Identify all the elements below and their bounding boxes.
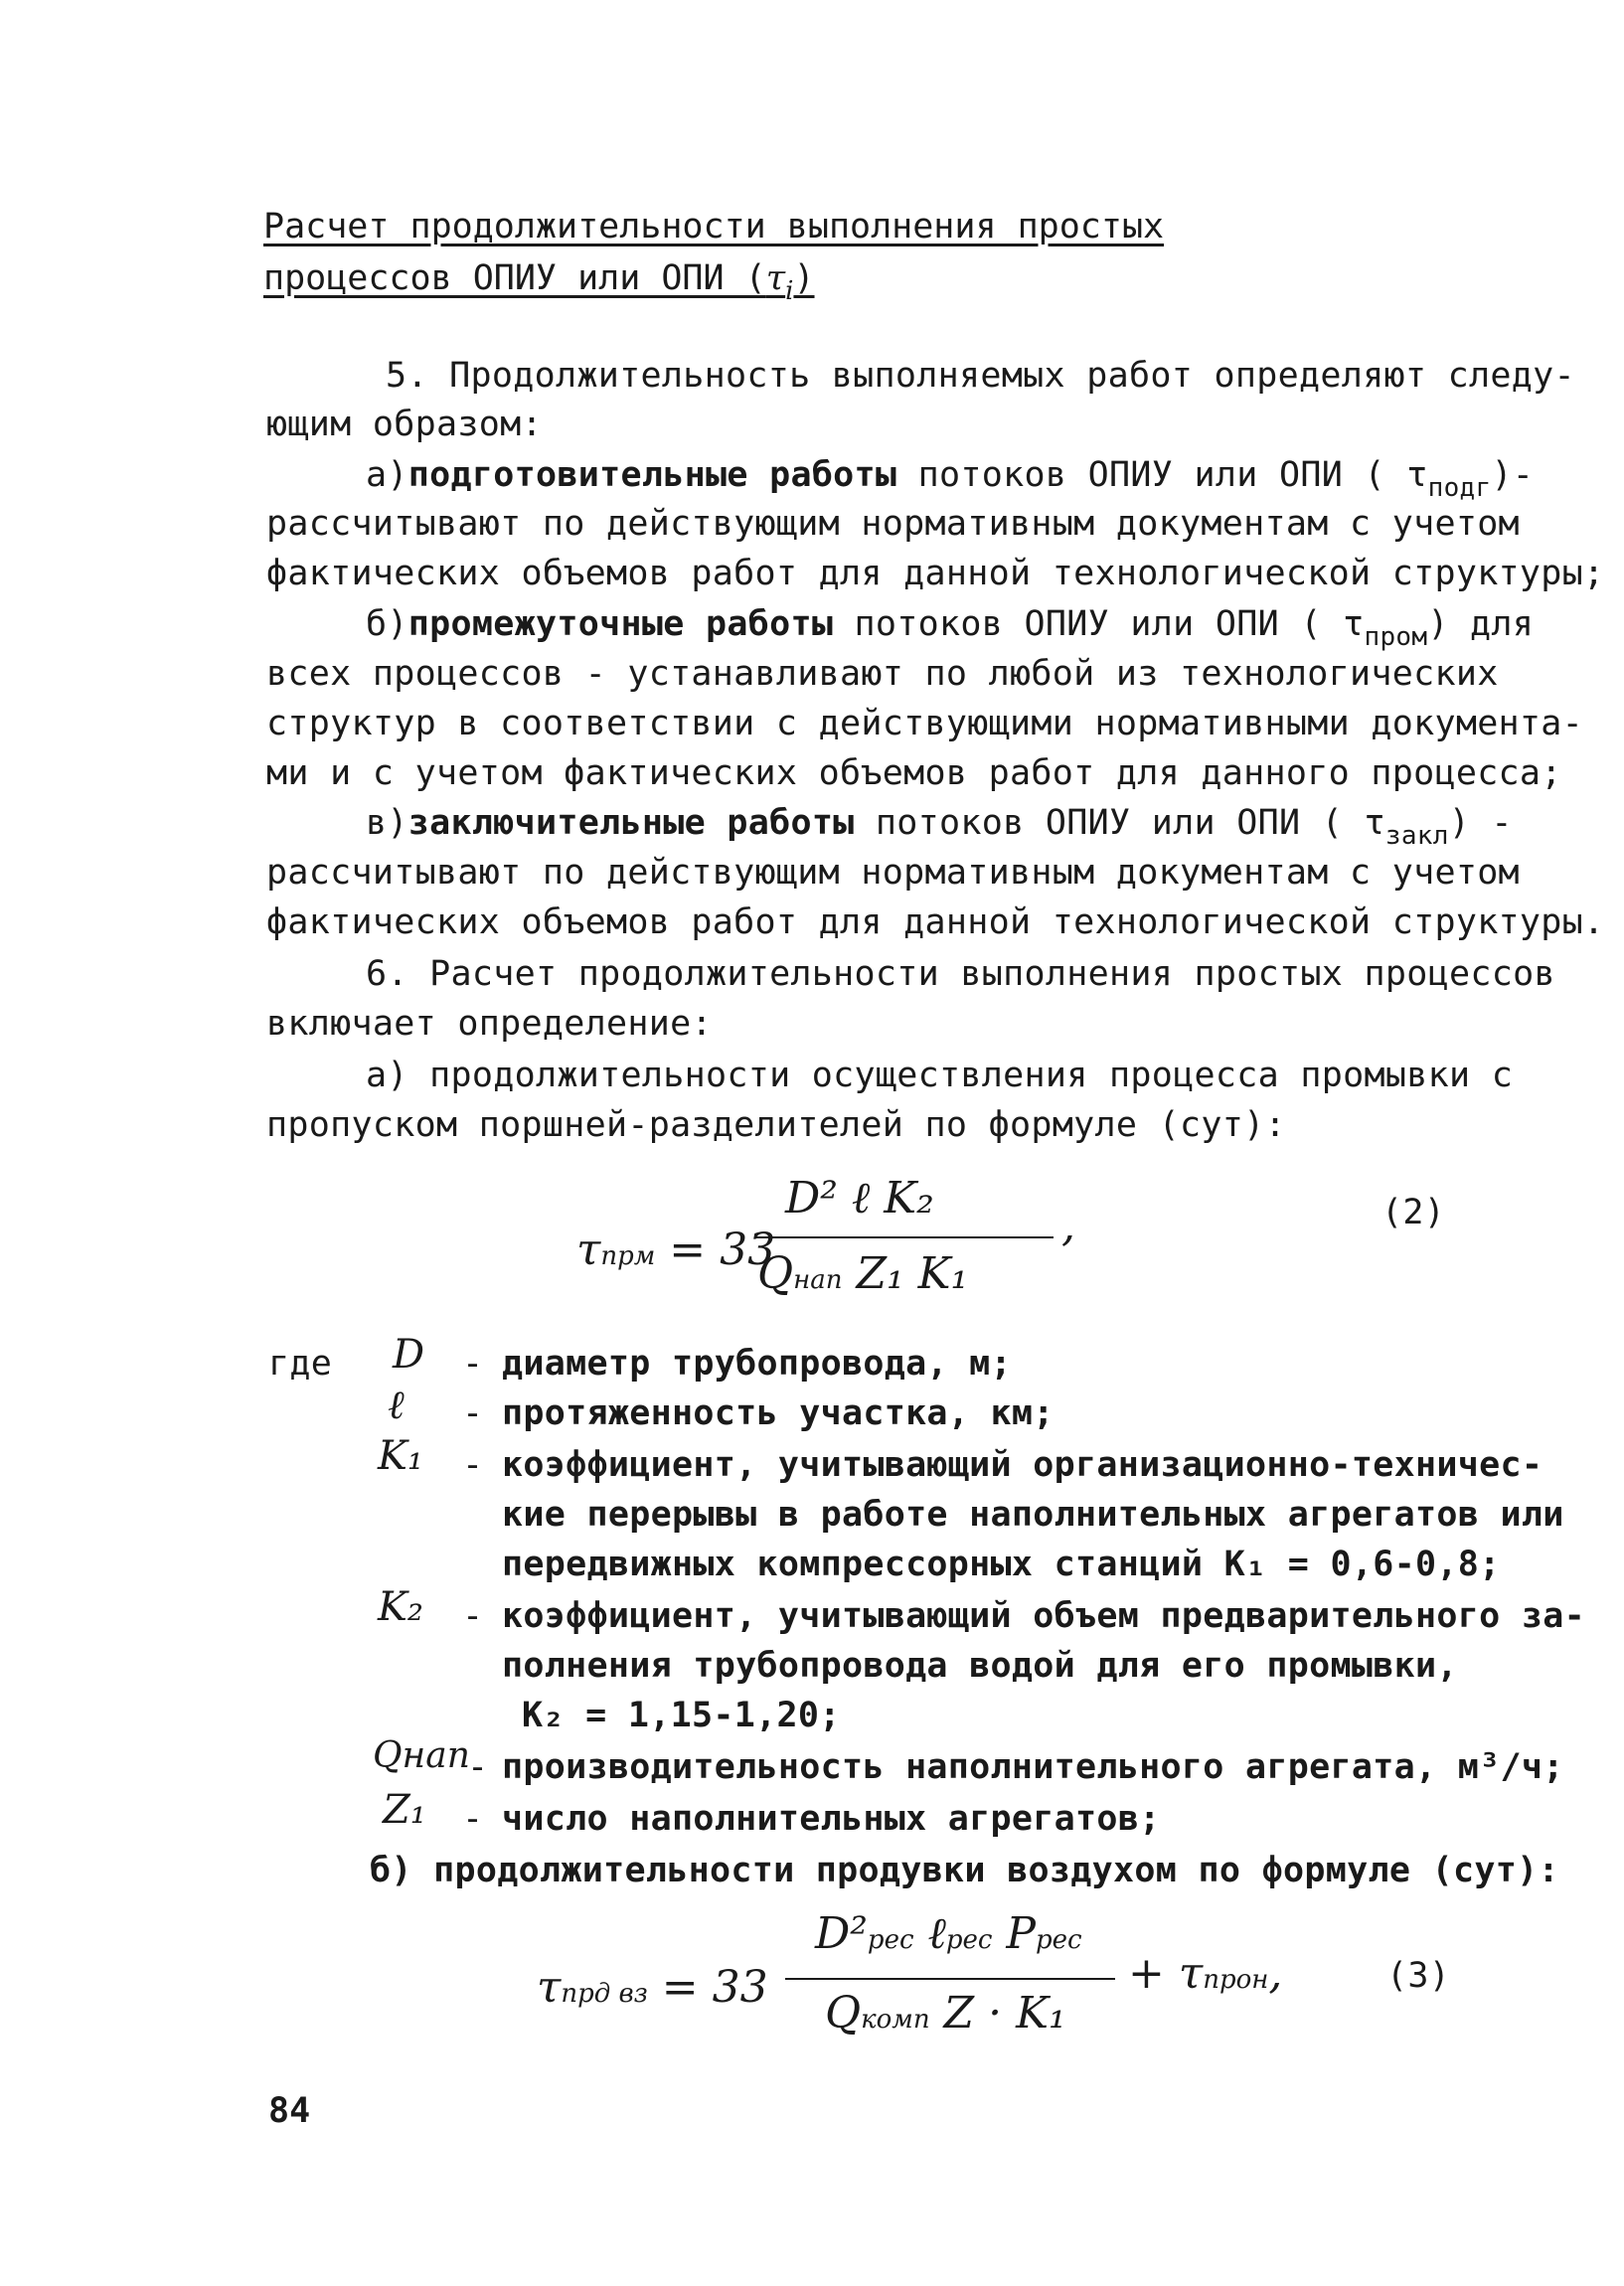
legend-symbol-l: ℓ [388, 1383, 405, 1428]
item-end: )- [1491, 455, 1535, 495]
den-rest: Z · K₁ [929, 1988, 1066, 2039]
p6-line-3: а) продолжительности осуществления процесса промывки с [366, 1056, 1514, 1095]
den-symbol: Q [825, 1988, 862, 2039]
formula-2-numerator: D² ℓ K₂ [785, 1173, 934, 1224]
legend-symbol-Z1: Z₁ [383, 1787, 426, 1833]
p5-line-1: 5. Продолжительность выполняемых работ определяют следу- [386, 356, 1575, 396]
num-sub: рес [945, 1925, 993, 1955]
num-sub: рес [1036, 1925, 1082, 1955]
formula-2-fraction-bar [755, 1236, 1054, 1238]
item-term: подготовительные работы [407, 455, 897, 495]
legend-text-K1-1: коэффициент, учитывающий организационно-техничес- [502, 1445, 1543, 1485]
tau-symbol: τ [765, 258, 786, 298]
formula-comma: , [1268, 1948, 1283, 1999]
legend-dash: - [467, 1747, 489, 1787]
item-subscript: подг [1427, 473, 1492, 503]
num-p: P [992, 1908, 1037, 1959]
legend-dash: - [462, 1596, 484, 1636]
item-subscript: пром [1364, 622, 1428, 652]
p5-item-b-line-3: структур в соответствии с действующими нормативными документа- [266, 704, 1584, 743]
legend-text-K2-2: полнения трубопровода водой для его промывки, [502, 1646, 1458, 1686]
den-rest: Z₁ K₁ [842, 1248, 969, 1299]
formula-2-lhs [576, 1225, 775, 1275]
p5-line-2: ющим образом: [266, 405, 543, 444]
p6-item-b: б) продолжительности продувки воздухом по формуле (сут): [370, 1851, 1559, 1890]
legend-text-Z1: число наполнительных агрегатов; [502, 1799, 1161, 1839]
tau-subscript: i [785, 276, 794, 306]
item-subscript: закл [1384, 821, 1449, 851]
item-term: промежуточные работы [407, 604, 834, 644]
legend-dash: - [462, 1393, 484, 1433]
heading-close: ) [793, 258, 815, 298]
legend-symbol-K1: K₁ [378, 1433, 423, 1479]
item-text: потоков ОПИУ или ОПИ ( τ [896, 455, 1428, 495]
num-sub: рес [867, 1925, 914, 1955]
den-subscript: нап [793, 1265, 843, 1295]
formula-3-lhs [537, 1962, 768, 2013]
formula-2-denominator [757, 1248, 968, 1299]
legend-text-K1-2: кие перерывы в работе наполнительных агрегатов или [502, 1495, 1564, 1535]
legend-text-K2-3: K₂ = 1,15-1,20; [522, 1696, 841, 1735]
p5-item-c-line-2: рассчитывают по действующим нормативным документам с учетом [266, 853, 1520, 893]
item-marker: в) [366, 803, 408, 843]
den-subscript: комп [861, 2005, 930, 2035]
num-D: D² [815, 1908, 868, 1959]
legend-symbol-D: D [393, 1332, 425, 1378]
legend-text-D: диаметр трубопровода, м; [502, 1344, 1012, 1384]
legend-dash: - [462, 1445, 484, 1485]
p5-item-b-line-4: ми и с учетом фактических объемов работ для данного процесса; [266, 753, 1562, 793]
legend-symbol-Qnap: Qнап [373, 1735, 470, 1776]
tau-symbol: τ [537, 1962, 562, 2013]
formula-3-tail [1128, 1948, 1282, 1999]
formula-3-denominator [825, 1988, 1066, 2039]
item-text: потоков ОПИУ или ОПИ ( τ [833, 604, 1365, 644]
formula-2-number: (2) [1381, 1193, 1446, 1232]
item-end: ) - [1448, 803, 1513, 843]
p5-item-b-line-1 [366, 602, 1534, 659]
formula-3-numerator [815, 1908, 1082, 1959]
legend-symbol-K2: K₂ [378, 1584, 423, 1630]
p5-item-c-line-1 [366, 801, 1513, 858]
den-symbol: Q [757, 1248, 794, 1299]
page-number: 84 [268, 2091, 311, 2131]
formula-3-number: (3) [1386, 1956, 1451, 1996]
legend-dash: - [462, 1799, 484, 1839]
formula-2-comma: , [1061, 1201, 1075, 1251]
p5-item-b-line-2: всех процессов - устанавливают по любой из технологических [266, 654, 1499, 694]
equals-coefficient: = 33 [661, 1962, 768, 2013]
legend-where: где [268, 1344, 333, 1384]
p6-line-1: 6. Расчет продолжительности выполнения простых процессов [366, 954, 1555, 994]
p5-item-a-line-3: фактических объемов работ для данной технологической структуры; [266, 554, 1605, 593]
tail-subscript: прон [1203, 1965, 1269, 1995]
tau-symbol: τ [576, 1225, 601, 1275]
legend-text-K1-3: передвижных компрессорных станций K₁ = 0,6-0,8; [502, 1545, 1501, 1584]
section-heading-line-1: Расчет продолжительности выполнения простых [263, 207, 1165, 246]
item-term: заключительные работы [407, 803, 855, 843]
section-heading-line-2 [263, 256, 815, 313]
legend-text-K2-1: коэффициент, учитывающий объем предварительного за- [502, 1596, 1585, 1636]
legend-text-l: протяженность участка, км; [502, 1393, 1055, 1433]
equals-coefficient: = 33 [669, 1225, 776, 1275]
p5-item-a-line-2: рассчитывают по действующим нормативным документам с учетом [266, 504, 1520, 544]
item-end: ) для [1427, 604, 1535, 644]
item-text: потоков ОПИУ или ОПИ ( τ [854, 803, 1385, 843]
p6-line-4: пропуском поршней-разделителей по формуле (сут): [266, 1105, 1286, 1145]
p5-item-c-line-3: фактических объемов работ для данной технологической структуры. [266, 902, 1605, 942]
p6-line-2: включает определение: [266, 1004, 713, 1044]
item-marker: б) [366, 604, 408, 644]
item-marker: а) [366, 455, 408, 495]
lhs-subscript: прм [600, 1241, 656, 1271]
plus-tau: + τ [1128, 1948, 1204, 1999]
formula-3-fraction-bar [785, 1978, 1115, 1980]
legend-text-Qnap: производительность наполнительного агрегата, м³/ч; [502, 1747, 1564, 1787]
heading-text: процессов ОПИУ или ОПИ ( [263, 258, 766, 298]
lhs-subscript: прд вз [561, 1979, 648, 2009]
legend-dash: - [462, 1344, 484, 1384]
num-l: ℓ [913, 1908, 946, 1959]
